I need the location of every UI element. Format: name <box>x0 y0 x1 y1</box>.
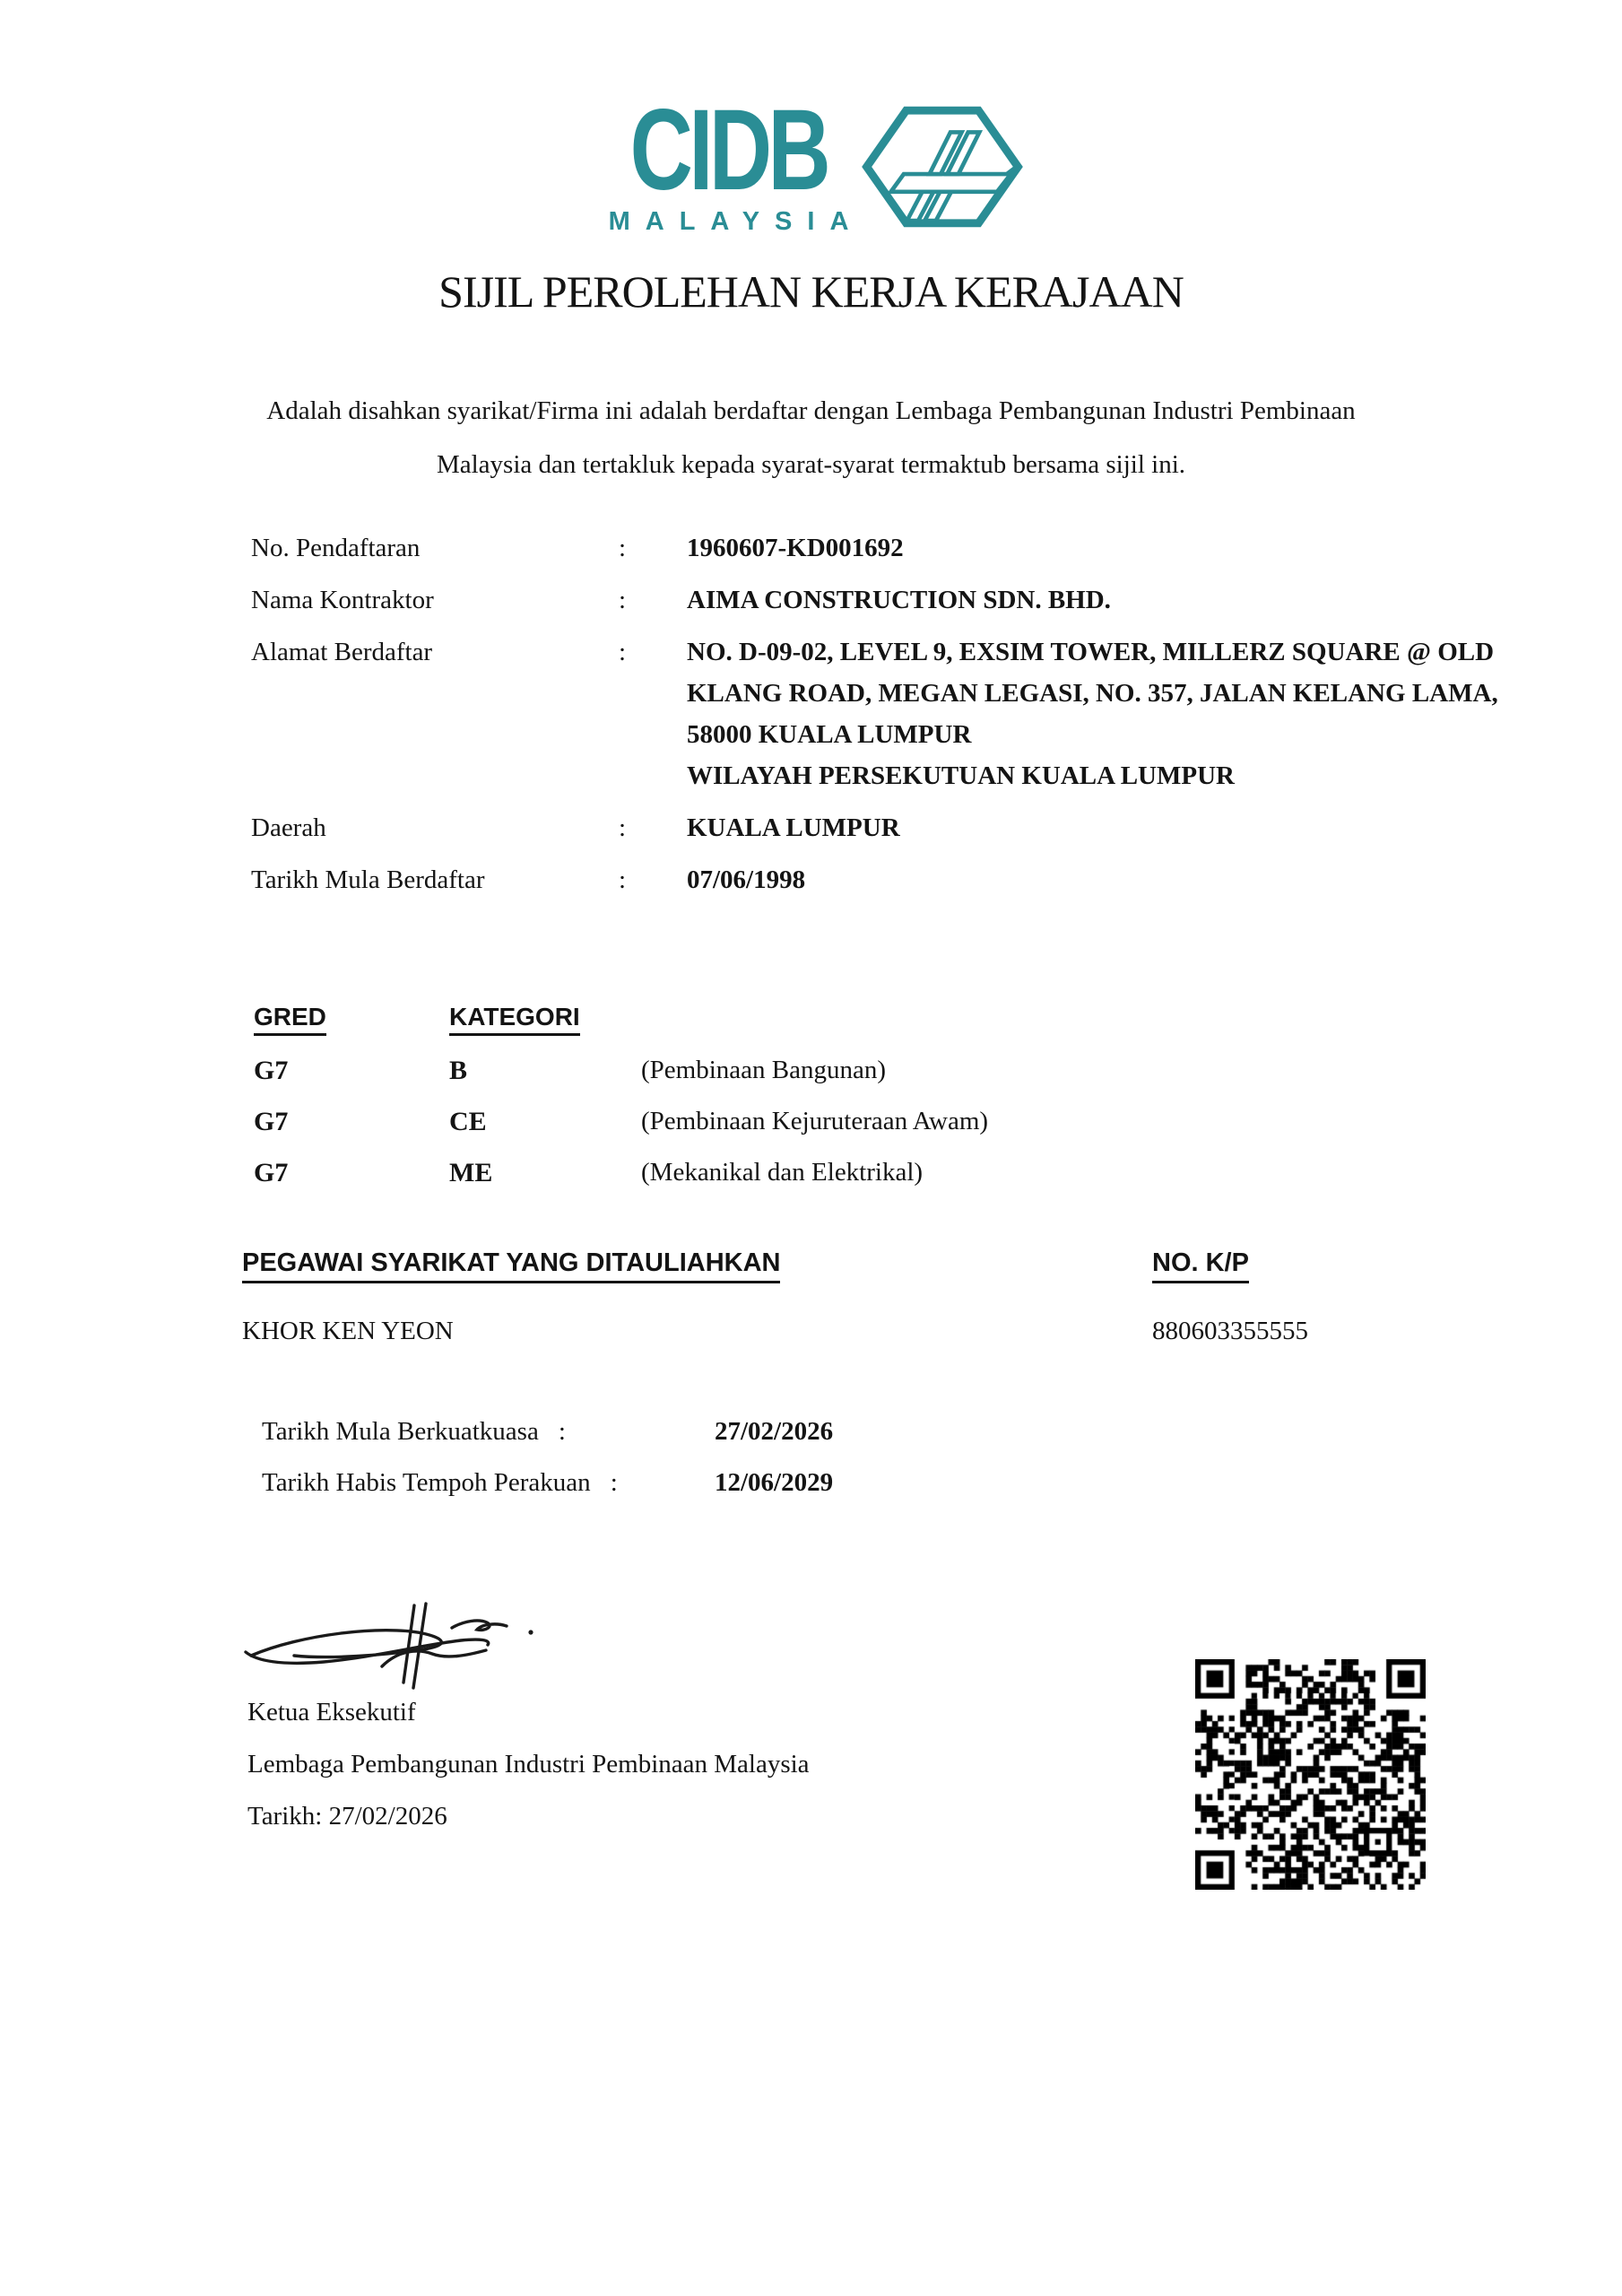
grade-kategori: B <box>449 1055 468 1085</box>
address-line-1: NO. D-09-02, LEVEL 9, EXSIM TOWER, MILLERZ SQUARE @ OLD <box>687 638 1495 666</box>
validity-label: Tarikh Habis Tempoh Perakuan <box>262 1468 591 1497</box>
cidb-logo-text <box>599 86 864 237</box>
detail-label: No. Pendaftaran <box>251 534 421 562</box>
contractor-name: AIMA CONSTRUCTION SDN. BHD. <box>687 586 1111 614</box>
grade-row <box>254 1096 1240 1147</box>
grade-gred: G7 <box>254 1055 289 1085</box>
cidb-brand-subtitle: MALAYSIA <box>608 206 864 236</box>
address-line-2: KLANG ROAD, MEGAN LEGASI, NO. 357, JALAN KELANG LAMA, <box>687 679 1498 708</box>
grade-row <box>254 1045 1240 1096</box>
gred-header: GRED <box>254 1003 326 1036</box>
grades-header-row <box>254 994 1240 1045</box>
cidb-hexagon-logo-icon <box>862 104 1023 230</box>
officers-header-row <box>242 1248 1399 1288</box>
officer-kp-number: 880603355555 <box>1152 1317 1308 1345</box>
intro-paragraph <box>0 384 1622 491</box>
signature <box>239 1595 554 1698</box>
officer-name: KHOR KEN YEON <box>242 1317 454 1345</box>
issue-date-line: Tarikh: 27/02/2026 <box>247 1802 447 1831</box>
grade-gred: G7 <box>254 1157 289 1187</box>
address-line-3: 58000 KUALA LUMPUR <box>687 720 972 749</box>
registration-details <box>251 527 1498 911</box>
detail-colon: : <box>619 865 627 894</box>
grade-description: (Pembinaan Bangunan) <box>641 1056 887 1084</box>
validity-label: Tarikh Mula Berkuatkuasa <box>262 1417 539 1446</box>
validity-row-expiry <box>262 1457 1248 1509</box>
registered-address <box>687 631 1498 796</box>
signature-dot <box>528 1630 533 1634</box>
detail-colon: : <box>619 813 627 842</box>
detail-row-no-pendaftaran <box>251 527 1444 569</box>
cidb-logo <box>0 86 1622 237</box>
registration-number: 1960607-KD001692 <box>687 534 904 562</box>
detail-row-nama-kontraktor <box>251 579 1444 621</box>
district: KUALA LUMPUR <box>687 813 900 842</box>
grade-kategori: CE <box>449 1106 487 1136</box>
footer-block <box>247 1686 810 1842</box>
detail-label: Daerah <box>251 813 326 842</box>
kp-header: NO. K/P <box>1152 1248 1249 1283</box>
detail-row-daerah <box>251 807 1444 848</box>
detail-colon: : <box>619 534 627 562</box>
grade-kategori: ME <box>449 1157 493 1187</box>
grade-gred: G7 <box>254 1106 289 1136</box>
grade-description: (Pembinaan Kejuruteraan Awam) <box>641 1107 989 1135</box>
validity-colon: : <box>610 1468 618 1497</box>
detail-label: Alamat Berdaftar <box>251 638 433 666</box>
organization-name: Lembaga Pembangunan Industri Pembinaan Malaysia <box>247 1750 810 1779</box>
signer-title: Ketua Eksekutif <box>247 1698 416 1726</box>
authorised-officers-section <box>242 1248 1399 1346</box>
officers-header: PEGAWAI SYARIKAT YANG DITAULIAHKAN <box>242 1248 780 1283</box>
expiry-date: 12/06/2029 <box>715 1468 834 1497</box>
effective-start-date: 27/02/2026 <box>715 1417 834 1446</box>
detail-row-alamat-berdaftar <box>251 631 1498 796</box>
validity-row-start <box>262 1406 1248 1457</box>
address-line-4: WILAYAH PERSEKUTUAN KUALA LUMPUR <box>687 761 1235 790</box>
detail-label: Tarikh Mula Berdaftar <box>251 865 485 894</box>
intro-line-2: Malaysia dan tertakluk kepada syarat-syarat termaktub bersama sijil ini. <box>436 450 1186 479</box>
validity-section <box>262 1406 1248 1509</box>
page-title: SIJIL PEROLEHAN KERJA KERAJAAN <box>438 266 1184 317</box>
qr-code <box>1195 1659 1426 1890</box>
grade-row <box>254 1147 1240 1198</box>
kategori-header: KATEGORI <box>449 1003 580 1036</box>
first-registered-date: 07/06/1998 <box>687 865 806 894</box>
grade-description: (Mekanikal dan Elektrikal) <box>641 1158 924 1187</box>
detail-row-tarikh-mula-berdaftar <box>251 859 1444 900</box>
intro-line-1: Adalah disahkan syarikat/Firma ini adalah berdaftar dengan Lembaga Pembangunan Industri Pembinaan <box>266 396 1356 425</box>
validity-colon: : <box>558 1417 566 1446</box>
detail-colon: : <box>619 638 627 666</box>
grades-table <box>254 994 1240 1198</box>
detail-colon: : <box>619 586 627 614</box>
detail-label: Nama Kontraktor <box>251 586 434 614</box>
officer-row <box>242 1317 1399 1346</box>
cidb-brand-name: CIDB <box>629 86 828 214</box>
